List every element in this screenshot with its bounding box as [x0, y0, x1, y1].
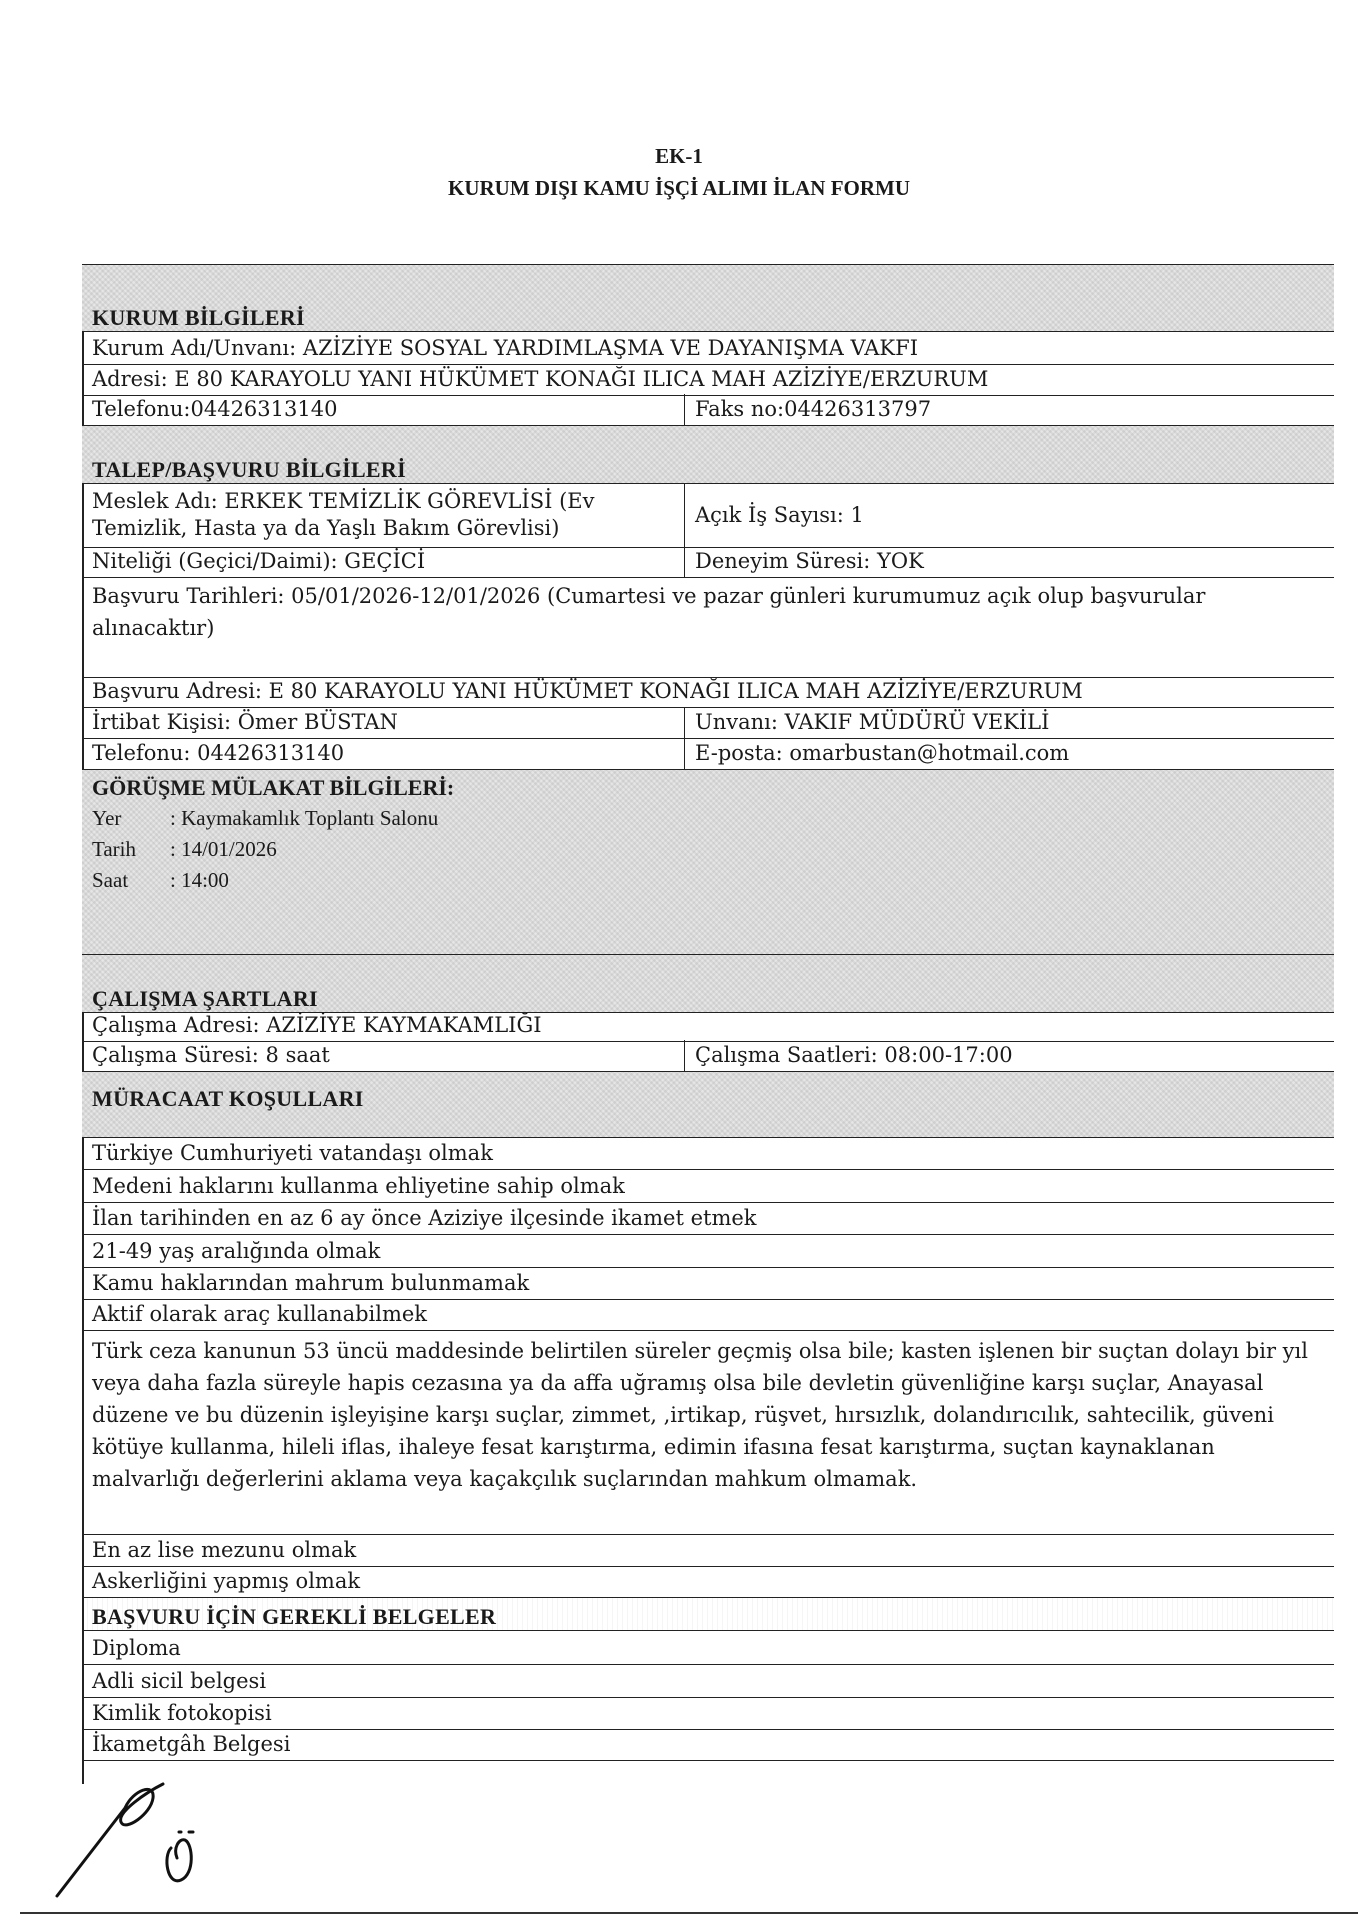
contact-phone: Telefonu: 04426313140: [82, 738, 685, 769]
document-text: İkametgâh Belgesi: [92, 1732, 291, 1756]
requirement-text: Türk ceza kanunun 53 üncü maddesinde belirtilen süreler geçmiş olsa bile; kasten işlenen bir suçtan dolayı bir yıl veya daha fazla süreyle hapis cezasına ya da affa uğramış olsa bile devletin güvenliğine karşı suçlar, Anayasal düzene ve bu düzenin işleyişine karşı suçlar, zimmet, ,irtikap, rüşvet, hırsızlık, dolandırıcılık, sahtecilik, güveni kötüye kullanma, hileli iflas, ihaleye fesat karıştırma, edimin ifasına fesat karıştırma, suçtan kaynaklanan malvarlığı değerlerini aklama veya kaçakçılık suçlarından mahkum olmamak.: [92, 1339, 1308, 1491]
occupation: Meslek Adı: ERKEK TEMİZLİK GÖREVLİSİ (Ev Temizlik, Hasta ya da Yaşlı Bakım Görevlisi): [82, 484, 685, 547]
interview-date-value: : 14/01/2026: [170, 837, 277, 861]
interview-place-value: : Kaymakamlık Toplantı Salonu: [170, 806, 439, 830]
form-title: KURUM DIŞI KAMU İŞÇİ ALIMI İLAN FORMU: [447, 176, 911, 200]
announcement-form: [82, 264, 1334, 1761]
interview-time-value: : 14:00: [170, 868, 229, 892]
section-interview: [82, 770, 1334, 955]
requirement-text: 21-49 yaş aralığında olmak: [92, 1239, 381, 1263]
document-item: [82, 1698, 1334, 1730]
institution-phone: Telefonu:04426313140: [82, 394, 685, 425]
nature: Niteliği (Geçici/Daimi): GEÇİCİ: [82, 546, 685, 577]
work-address: Çalışma Adresi: AZİZİYE KAYMAKAMLIĞI: [92, 1013, 542, 1037]
requirement-item: [82, 1535, 1334, 1567]
contact-email: E-posta: omarbustan@hotmail.com: [695, 741, 1070, 765]
interview-date-label: Tarih: [92, 837, 137, 861]
section-application-title: TALEP/BAŞVURU BİLGİLERİ: [92, 457, 406, 482]
requirement-text: Kamu haklarından mahrum bulunmamak: [92, 1271, 530, 1295]
institution-address-row: [82, 365, 1334, 396]
document-header: [0, 140, 1358, 204]
document-text: Adli sicil belgesi: [92, 1669, 267, 1693]
requirement-item: [82, 1138, 1334, 1170]
institution-name: Kurum Adı/Unvanı: AZİZİYE SOSYAL YARDIMLAŞMA VE DAYANIŞMA VAKFI: [92, 336, 918, 360]
institution-contact-row: [82, 396, 1334, 426]
section-interview-title: GÖRÜŞME MÜLAKAT BİLGİLERİ:: [92, 775, 455, 800]
requirement-text: Aktif olarak araç kullanabilmek: [92, 1302, 428, 1326]
interview-place-label: Yer: [92, 806, 122, 830]
section-work: [82, 955, 1334, 1013]
interview-date: [92, 834, 1324, 865]
requirement-item: [82, 1170, 1334, 1203]
requirement-item: [82, 1235, 1334, 1268]
requirement-text: Türkiye Cumhuriyeti vatandaşı olmak: [92, 1141, 493, 1165]
experience: Deneyim Süresi: YOK: [695, 549, 924, 573]
requirement-text: Askerliğini yapmış olmak: [92, 1569, 361, 1593]
institution-address: Adresi: E 80 KARAYOLU YANI HÜKÜMET KONAĞI ILICA MAH AZİZİYE/ERZURUM: [92, 367, 989, 391]
work-duration: Çalışma Süresi: 8 saat: [82, 1040, 685, 1071]
requirement-item: [82, 1268, 1334, 1300]
section-application: [82, 426, 1334, 484]
nature-row: [82, 548, 1334, 578]
requirement-item: [82, 1300, 1334, 1331]
interview-time-label: Saat: [92, 868, 129, 892]
application-address-row: [82, 678, 1334, 708]
application-address: Başvuru Adresi: E 80 KARAYOLU YANI HÜKÜMET KONAĞI ILICA MAH AZİZİYE/ERZURUM: [92, 679, 1083, 703]
form-code: EK-1: [655, 144, 703, 168]
document-text: Kimlik fotokopisi: [92, 1701, 272, 1725]
open-positions: Açık İş Sayısı: 1: [695, 503, 864, 527]
contact-phone-row: [82, 739, 1334, 770]
requirement-text: En az lise mezunu olmak: [92, 1538, 357, 1562]
requirement-text: Medeni haklarını kullanma ehliyetine sahip olmak: [92, 1174, 625, 1198]
interview-place: [92, 803, 1324, 834]
institution-name-row: [82, 332, 1334, 365]
document-item: [82, 1730, 1334, 1761]
work-time-row: [82, 1042, 1334, 1072]
application-dates-row: [82, 578, 1334, 678]
section-work-title: ÇALIŞMA ŞARTLARI: [92, 986, 318, 1011]
work-address-row: [82, 1013, 1334, 1042]
document-text: Diploma: [92, 1636, 181, 1660]
contact-person: İrtibat Kişisi: Ömer BÜSTAN: [82, 707, 685, 738]
contact-person-row: [82, 708, 1334, 739]
document-item: [82, 1665, 1334, 1698]
occupation-row: [82, 484, 1334, 548]
requirement-item: [82, 1203, 1334, 1235]
requirement-text: İlan tarihinden en az 6 ay önce Aziziye ilçesinde ikamet etmek: [92, 1206, 757, 1230]
section-documents-title: BAŞVURU İÇİN GEREKLİ BELGELER: [92, 1604, 497, 1629]
section-requirements-title: MÜRACAAT KOŞULLARI: [92, 1086, 364, 1111]
section-institution: [82, 264, 1334, 332]
signature-mark: [55, 1778, 245, 1900]
section-requirements: [82, 1072, 1334, 1138]
interview-time: [92, 865, 1324, 896]
application-dates: Başvuru Tarihleri: 05/01/2026-12/01/2026 (Cumartesi ve pazar günleri kurumumuz açık olup başvurular alınacaktır): [92, 584, 1206, 640]
work-hours: Çalışma Saatleri: 08:00-17:00: [695, 1043, 1013, 1067]
requirement-item: [82, 1567, 1334, 1598]
section-documents: [82, 1598, 1334, 1631]
page-bottom-rule: [20, 1912, 1358, 1914]
document-item: [82, 1631, 1334, 1665]
section-institution-title: KURUM BİLGİLERİ: [92, 305, 305, 330]
requirement-item: [82, 1331, 1334, 1535]
institution-fax: Faks no:04426313797: [695, 397, 932, 421]
contact-title: Unvanı: VAKIF MÜDÜRÜ VEKİLİ: [695, 710, 1050, 734]
